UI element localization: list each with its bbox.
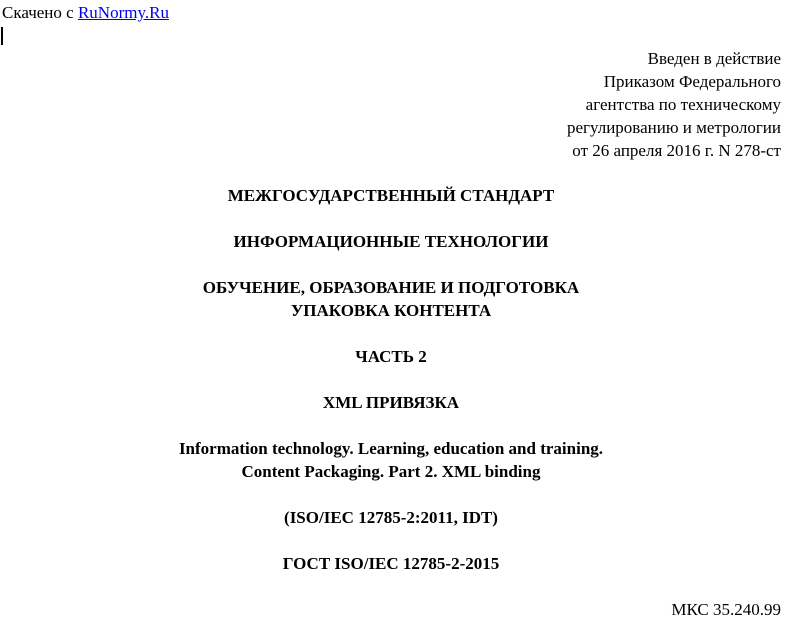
english-title-line: Content Packaging. Part 2. XML binding <box>241 462 541 481</box>
enactment-line: агентства по техническому <box>585 95 781 114</box>
standard-title-secondary-line: УПАКОВКА КОНТЕНТА <box>290 301 492 320</box>
enactment-line: от 26 апреля 2016 г. N 278-ст <box>572 141 781 160</box>
standard-title-secondary <box>0 276 782 322</box>
standard-title-secondary-line: ОБУЧЕНИЕ, ОБРАЗОВАНИЕ И ПОДГОТОВКА <box>202 278 580 297</box>
mks-code: МКС 35.240.99 <box>671 600 781 619</box>
runormy-link[interactable]: RuNormy.Ru <box>77 3 169 22</box>
standard-title-primary: ИНФОРМАЦИОННЫЕ ТЕХНОЛОГИИ <box>233 232 549 251</box>
download-source-prefix: Скачено с <box>2 3 74 22</box>
standard-subtitle: XML ПРИВЯЗКА <box>322 393 460 412</box>
iso-reference: (ISO/IEC 12785-2:2011, IDT) <box>284 508 498 527</box>
text-cursor <box>1 27 3 45</box>
enactment-line: Введен в действие <box>647 49 781 68</box>
enactment-line: Приказом Федерального <box>603 72 781 91</box>
gost-designation: ГОСТ ISO/IEC 12785-2-2015 <box>282 554 500 573</box>
english-title <box>0 437 782 483</box>
english-title-line: Information technology. Learning, education and training. <box>178 439 604 458</box>
enactment-line: регулированию и метрологии <box>566 118 781 137</box>
download-source-line <box>2 3 169 23</box>
enactment-note <box>567 47 781 162</box>
standard-part: ЧАСТЬ 2 <box>355 347 427 366</box>
standard-kind: МЕЖГОСУДАРСТВЕННЫЙ СТАНДАРТ <box>227 186 555 205</box>
